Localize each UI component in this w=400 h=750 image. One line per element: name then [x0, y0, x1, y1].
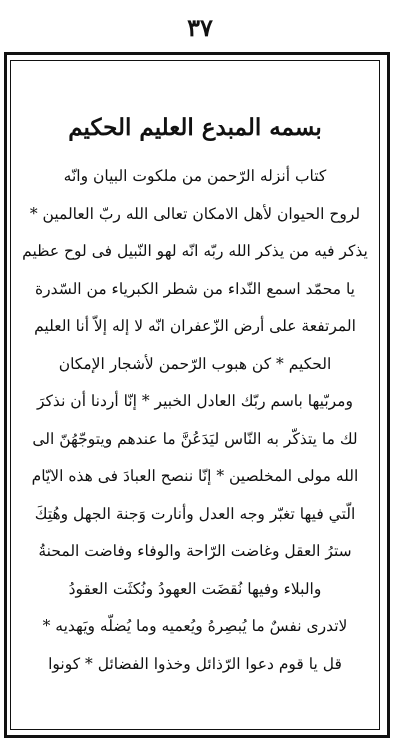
text-line: لك ما يتذكّر به النّاس ليَدَعُنَّ ما عندهم ويتوجّهُنّ الى: [32, 429, 358, 448]
text-line: كتاب أنزله الرّحمن من ملكوت البيان وانّه: [63, 167, 327, 185]
text-line: الّتي فيها تغبّر وجه العدل وأنارت وَجنة الجهل وهُتِكَ: [34, 504, 356, 523]
text-line: المرتفعة على أرض الزّعفران انّه لا إله إلاّ أنا العليم: [34, 317, 356, 335]
text-line: سترُ العقل وغاضت الرّاحة والوفاء وفاضت المحنةُ: [38, 542, 352, 560]
text-line: ومربّيها باسم ربّك العادل الخبير * إنّا أردنا أن نذكرَ: [37, 392, 353, 410]
text-line: والبلاء وفيها نُقضَت العهودُ ونُكثَت العقودُ: [68, 579, 322, 598]
text-line: لاتدرى نفسٌ ما يُبصِرهُ ويُعميه وما يُضلّه ويَهديه *: [42, 617, 348, 635]
text-line: قل يا قوم دعوا الرّذائل وخذوا الفضائل * كونوا: [48, 654, 342, 673]
text-block: [14, 110, 376, 683]
text-line: الله مولى المخلصين * إنّا ننصح العبادَ فى هذه الايّام: [31, 467, 359, 485]
text-line: يا محمّد اسمع النّداء من شطر الكبرياء من السّدرة: [35, 279, 355, 298]
text-line: الحكيم * كن هبوب الرّحمن لأشجار الإمكان: [58, 354, 332, 373]
text-line: لروح الحيوان لأهل الامكان تعالى الله ربّ العالمين *: [29, 204, 361, 223]
text-line: يذكر فيه من يذكر الله ربّه انّه لهو النّبيل فى لوح عظيم: [22, 242, 368, 260]
page-number: ٣٧: [187, 13, 213, 42]
page-title: بسمه المبدع العليم الحكيم: [68, 114, 322, 141]
